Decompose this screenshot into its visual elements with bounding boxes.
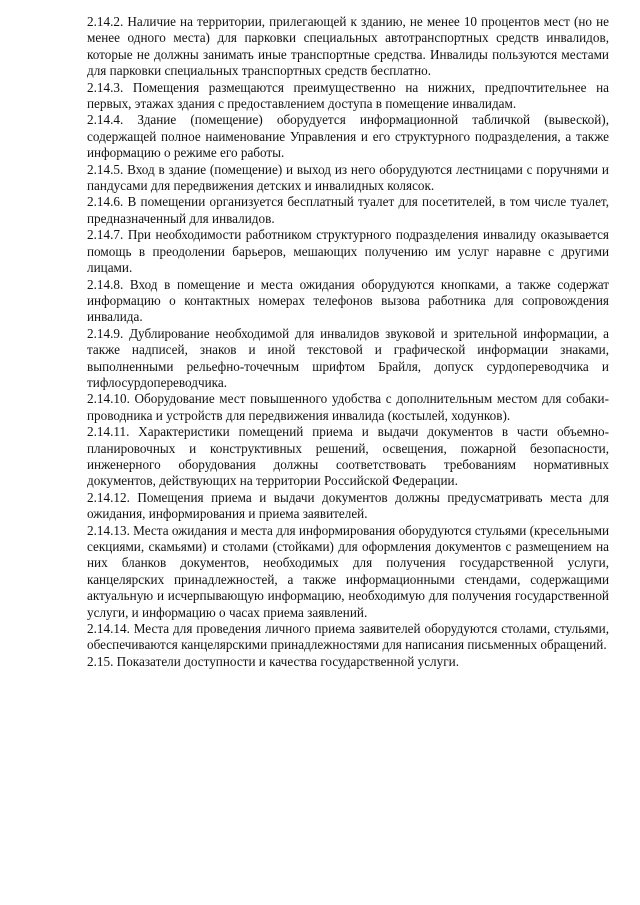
- paragraph-2-14-7: 2.14.7. При необходимости работником структурного подразделения инвалиду оказывается помощь в преодолении барьеров, мешающих получению им услуг наравне с другими лицами.: [87, 227, 609, 276]
- paragraph-2-14-8: 2.14.8. Вход в помещение и места ожидания оборудуются кнопками, а также содержат информацию о контактных номерах телефонов вызова работника для сопровождения инвалида.: [87, 276, 609, 325]
- paragraph-2-14-6: 2.14.6. В помещении организуется бесплатный туалет для посетителей, в том числе туалет, предназначенный для инвалидов.: [87, 194, 609, 226]
- paragraph-2-14-10: 2.14.10. Оборудование мест повышенного удобства с дополнительным местом для собаки-проводника и устройств для передвижения инвалида (костылей, ходунков).: [87, 391, 609, 423]
- paragraph-2-14-2: 2.14.2. Наличие на территории, прилегающей к зданию, не менее 10 процентов мест (но не менее одного места) для парковки специальных автотранспортных средств инвалидов, которые не должны занимать иные транспортные средства. Инвалиды пользуются местами для парковки специальных транспортных средств бесплатно.: [87, 14, 609, 79]
- paragraph-2-14-14: 2.14.14. Места для проведения личного приема заявителей оборудуются столами, стульями, обеспечиваются канцелярскими принадлежностями для написания письменных обращений.: [87, 621, 609, 653]
- paragraph-2-14-5: 2.14.5. Вход в здание (помещение) и выход из него оборудуются лестницами с поручнями и пандусами для передвижения детских и инвалидных колясок.: [87, 161, 609, 194]
- paragraph-2-14-4: 2.14.4. Здание (помещение) оборудуется информационной табличкой (вывеской), содержащей полное наименование Управления и его структурного подразделения, а также информацию о режиме его работы.: [87, 112, 609, 161]
- paragraph-2-14-3: 2.14.3. Помещения размещаются преимущественно на нижних, предпочтительнее на первых, этажах здания с предоставлением доступа в помещение инвалидам.: [87, 79, 609, 112]
- paragraph-2-14-9: 2.14.9. Дублирование необходимой для инвалидов звуковой и зрительной информации, а также надписей, знаков и иной текстовой и графической информации знаками, выполненными рельефно-точечным шрифтом Брайля, допуск сурдопереводчика и тифлосурдопереводчика.: [87, 325, 609, 390]
- document-page: [87, 14, 609, 670]
- paragraph-2-15: 2.15. Показатели доступности и качества государственной услуги.: [87, 653, 459, 669]
- paragraph-2-14-13: 2.14.13. Места ожидания и места для информирования оборудуются стульями (кресельными секциями, скамьями) и столами (стойками) для оформления документов с размещением на них бланков документов, необходимых для получения государственной услуги, канцелярских принадлежностей, а также информационными стендами, содержащими актуальную и исчерпывающую информацию, необходимую для получения государственной услуги, и информацию о часах приема заявлений.: [87, 522, 609, 620]
- paragraph-2-14-12: 2.14.12. Помещения приема и выдачи документов должны предусматривать места для ожидания, информирования и приема заявителей.: [87, 489, 609, 522]
- paragraph-2-14-11: 2.14.11. Характеристики помещений приема и выдачи документов в части объемно-планировочных и конструктивных решений, освещения, пожарной безопасности, инженерного оборудования должны соответствовать требованиям нормативных документов, действующих на территории Российской Федерации.: [87, 424, 609, 489]
